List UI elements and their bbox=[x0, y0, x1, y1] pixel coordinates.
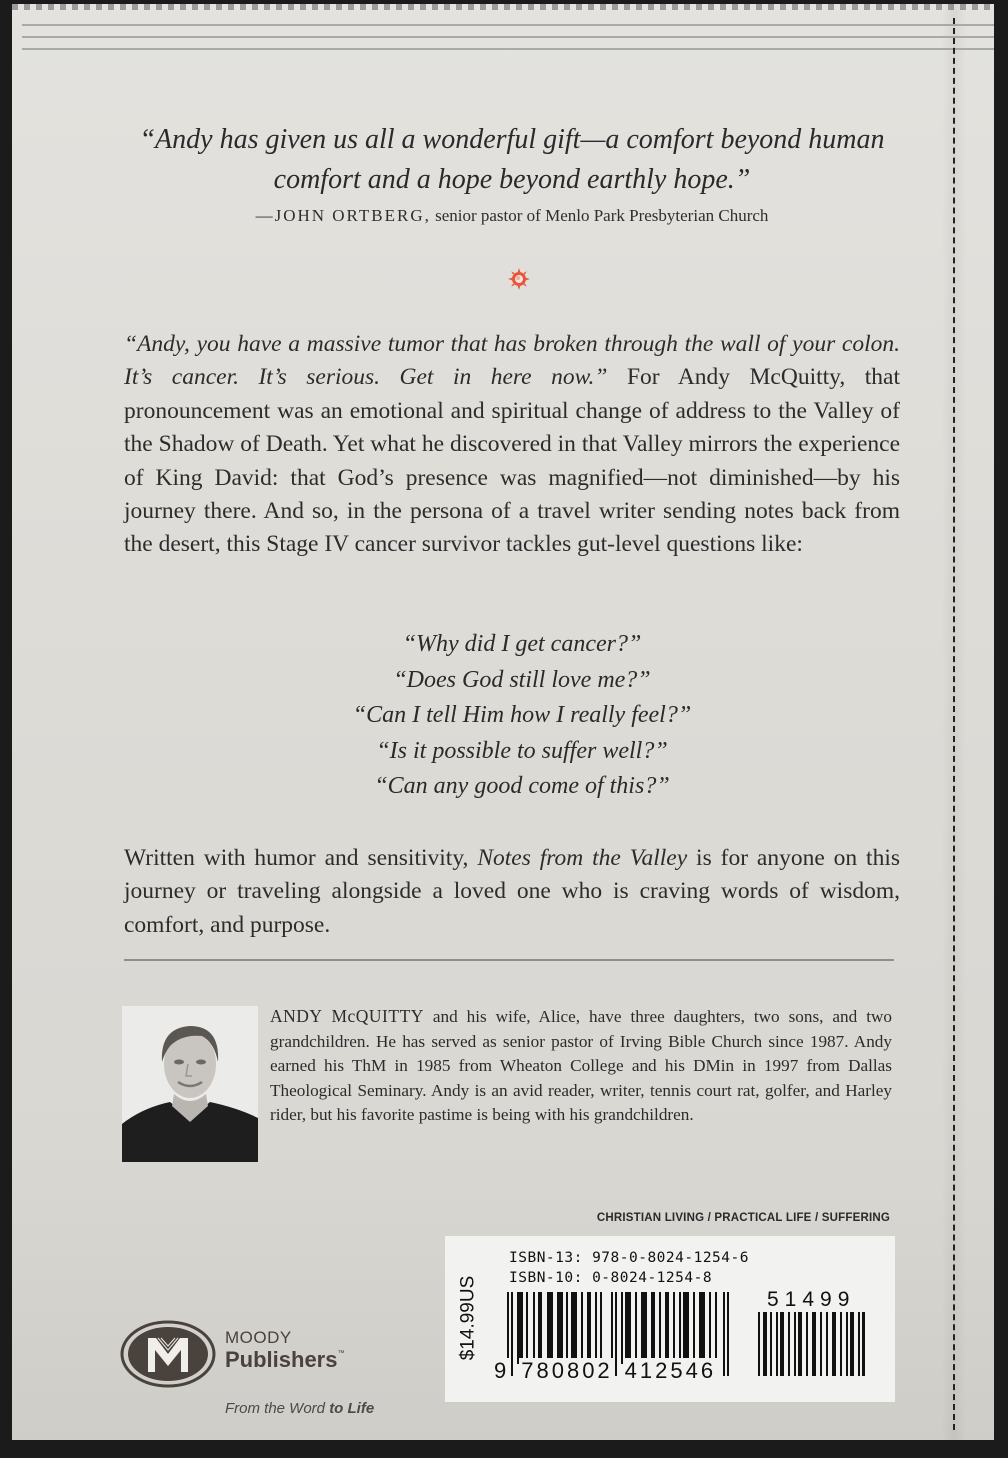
moody-m-logo-icon bbox=[120, 1320, 216, 1388]
author-name: ANDY McQUITTY bbox=[270, 1006, 424, 1026]
closing-text: Written with humor and sensitivity, bbox=[124, 845, 478, 871]
author-portrait-illustration bbox=[122, 1006, 258, 1162]
section-divider bbox=[124, 959, 894, 961]
bisac-category: CHRISTIAN LIVING / PRACTICAL LIFE / SUFFERING bbox=[596, 1212, 890, 1224]
question-list bbox=[312, 627, 732, 805]
closing-text: is for anyone on this journey or traveling alongside a loved one who is craving words of wisdom, comfort, and purpose. bbox=[124, 845, 901, 938]
trademark-symbol: ™ bbox=[337, 1350, 345, 1357]
price-text: $14.99US bbox=[457, 1275, 479, 1361]
question-item: “Does God still love me?” bbox=[393, 666, 651, 693]
isbn-13: ISBN-13: 978-0-8024-1254-6 bbox=[509, 1250, 749, 1266]
barcode-label bbox=[445, 1236, 895, 1402]
ean-digits bbox=[492, 1358, 718, 1384]
question-item: “Why did I get cancer?” bbox=[402, 631, 642, 657]
ean-first-digit: 9 bbox=[494, 1358, 510, 1383]
tagline-part: From the Word bbox=[225, 1400, 330, 1417]
price-addon-barcode bbox=[758, 1312, 866, 1376]
endorsement bbox=[112, 120, 912, 226]
ean-left-digits: 780802 bbox=[521, 1358, 613, 1383]
book-title: Notes from the Valley bbox=[477, 845, 688, 871]
publisher-name-line2 bbox=[225, 1347, 344, 1373]
publisher-name-line1: MOODY bbox=[225, 1328, 292, 1347]
author-bio-text: and his wife, Alice, have three daughters, two sons, and two grandchildren. He has served as senior pastor of Irving Bible Church since 1987. Andy earned his ThM in 1985 from Wheaton College and his DMin in 1997 from Dallas Theological Seminary. Andy is an avid reader, writer, tennis court rat, golfer, and Harley rider, but his favorite pastime is being with his grandchildren. bbox=[270, 1007, 892, 1125]
endorsement-attribution bbox=[112, 206, 912, 226]
author-bio bbox=[270, 1004, 892, 1128]
author-photo bbox=[122, 1006, 258, 1162]
question-item: “Is it possible to suffer well?” bbox=[376, 737, 668, 764]
sun-ornament-icon bbox=[508, 268, 530, 290]
isbn-10: ISBN-10: 0-8024-1254-8 bbox=[509, 1270, 713, 1286]
endorser-name: —JOHN ORTBERG, bbox=[255, 206, 431, 225]
description-italic-quote: “Andy, you have a massive tumor that has broken through the wall of your colon. It’s cancer. It’s serious. Get in here now.” bbox=[124, 331, 900, 391]
price-label bbox=[453, 1258, 483, 1378]
publisher-name-text: Publishers bbox=[225, 1347, 338, 1372]
ean-right-digits: 412546 bbox=[624, 1358, 717, 1383]
endorser-role: senior pastor of Menlo Park Presbyterian Church bbox=[430, 206, 769, 225]
closing-paragraph bbox=[124, 842, 900, 942]
book-description bbox=[124, 328, 900, 562]
description-body: For Andy McQuitty, that pronouncement was an emotional and spiritual change of address to the Valley of the Shadow of Death. Yet what he discovered in that Valley mirrors the experience of King David: that God’s presence was magnified—not diminished—by his journey there. And so, in the persona of a travel writer sending notes back from the desert, this Stage IV cancer survivor tackles gut-level questions like: bbox=[124, 364, 900, 558]
question-item: “Can any good come of this?” bbox=[374, 773, 670, 799]
publisher-tagline bbox=[225, 1400, 374, 1417]
endorsement-quote: “Andy has given us all a wonderful gift—a comfort beyond human comfort and a hope beyond earthly hope.” bbox=[139, 124, 885, 195]
tagline-emphasis: to Life bbox=[329, 1400, 375, 1417]
price-addon-digits: 51499 bbox=[767, 1288, 856, 1311]
question-item: “Can I tell Him how I really feel?” bbox=[352, 702, 692, 728]
decorative-top-rules bbox=[22, 24, 994, 60]
book-back-cover bbox=[12, 4, 994, 1440]
spine-fold-line bbox=[953, 18, 956, 1430]
